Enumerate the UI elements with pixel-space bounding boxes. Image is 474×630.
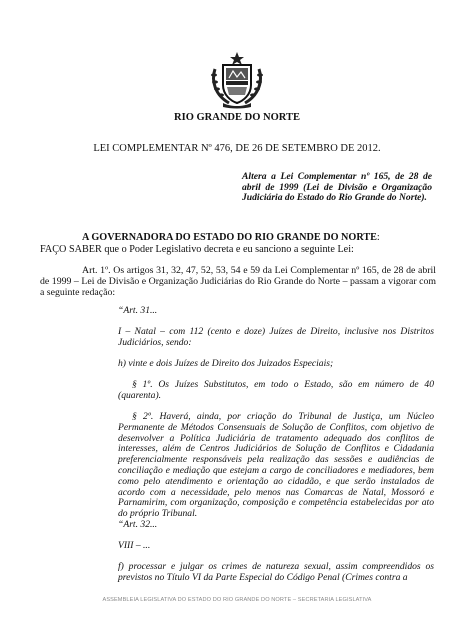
quoted-item-i: I – Natal – com 112 (cento e doze) Juízes de Direito, inclusive nos Distritos Judiciários, sendo:	[118, 326, 434, 348]
governor-colon: :	[376, 232, 380, 243]
quoted-art-32: “Art. 32...	[118, 519, 158, 530]
quoted-paragraph-2: § 2º. Haverá, ainda, por criação do Tribunal de Justiça, um Núcleo Permanente de Métodos Consensuais de Solução de Conflitos, com objetivo de desenvolver a Política Judiciária de tratamento adequado dos conflitos de interesses, além de Centros Judiciários de Solução de Conflitos e Cidadania preferencialmente responsáveis pela realização das sessões e audiências de conciliação e mediação que estejam a cargo de conciliadores e mediadores, bem como pelo atendimento e orientação ao cidadão, e que serão instalados de acordo com a necessidade, pelo menos nas Comarcas de Natal, Mossoró e Parnamirim, com organização, composição e competência estabelecidas por ato do próprio Tribunal.	[118, 411, 434, 520]
coat-of-arms-icon	[209, 51, 265, 109]
governor-title: A GOVERNADORA DO ESTADO DO RIO GRANDE DO NORTE	[82, 232, 377, 243]
page-footer: ASSEMBLEIA LEGISLATIVA DO ESTADO DO RIO GRANDE DO NORTE – SECRETARIA LEGISLATIVA	[102, 597, 372, 603]
quoted-item-viii: VIII – ...	[118, 540, 151, 551]
law-title: LEI COMPLEMENTAR Nº 476, DE 26 DE SETEMBRO DE 2012.	[93, 143, 381, 154]
state-title: RIO GRANDE DO NORTE	[174, 112, 300, 123]
enactment-clause: FAÇO SABER que o Poder Legislativo decreta e eu sanciono a seguinte Lei:	[40, 244, 354, 255]
governor-line	[82, 232, 380, 243]
quoted-paragraph-1: § 1º. Os Juízes Substitutos, em todo o Estado, são em número de 40 (quarenta).	[118, 379, 434, 401]
law-summary: Altera a Lei Complementar nº 165, de 28 de abril de 1999 (Lei de Divisão e Organização Judiciária do Estado do Rio Grande do Norte).	[242, 171, 432, 204]
article-1: Art. 1º. Os artigos 31, 32, 47, 52, 53, 54 e 59 da Lei Complementar nº 165, de 28 de abril de 1999 – Lei de Divisão e Organização Judiciárias do Rio Grande do Norte – passam a vigorar com a seguinte redação:	[40, 265, 436, 298]
quoted-art-31: “Art. 31...	[118, 305, 158, 316]
quoted-item-h: h) vinte e dois Juízes de Direito dos Juizados Especiais;	[118, 358, 334, 369]
quoted-item-f: f) processar e julgar os crimes de natureza sexual, assim compreendidos os previstos no Título VI da Parte Especial do Código Penal (Crimes contra a	[118, 561, 434, 583]
